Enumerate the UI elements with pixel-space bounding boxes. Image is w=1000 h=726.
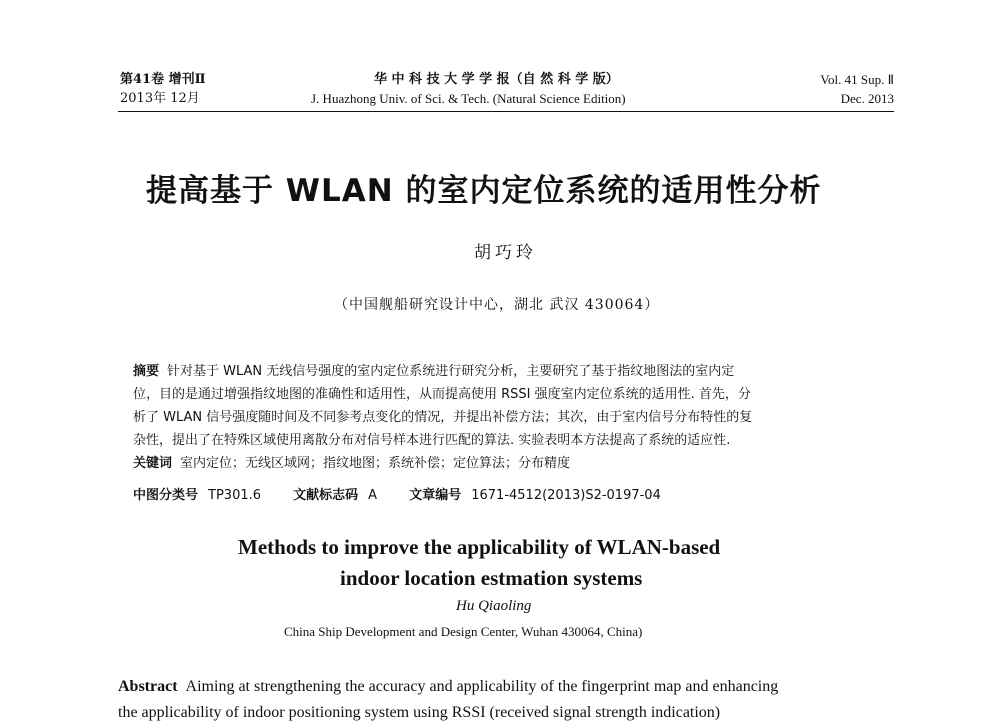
volume-issue-cn: 第41卷 增刊Ⅱ (120, 72, 206, 87)
abstract-cn-line-2: 位，目的是通过增强指纹地图的准确性和适用性，从而提高使用 RSSI 强度室内定位系统的适用性. 首先，分 (133, 387, 751, 402)
date-cn: 2013年 12月 (120, 91, 200, 106)
clc-value: TP301.6 (208, 488, 262, 503)
abstract-cn-line-1: 摘要 针对基于 WLAN 无线信号强度的室内定位系统进行研究分析，主要研究了基于指纹地图法的室内定 (133, 364, 735, 379)
author-cn: 胡巧玲 (474, 243, 537, 263)
header-rule (118, 111, 894, 112)
paper-title-en-line-2: indoor location estmation systems (340, 566, 643, 590)
doc-code-value: A (368, 488, 378, 503)
abstract-cn-line-4: 杂性，提出了在特殊区域使用离散分布对信号样本进行匹配的算法. 实验表明本方法提高了系统的适应性. (133, 433, 731, 448)
doc-code-label: 文献标志码 (293, 488, 359, 503)
journal-title-en: J. Huazhong Univ. of Sci. & Tech. (Natural Science Edition) (311, 91, 626, 106)
keywords-cn-label: 关键词 (133, 456, 173, 471)
paper-title-en-line-1: Methods to improve the applicability of WLAN-based (238, 535, 721, 559)
affiliation-cn: （中国舰船研究设计中心，湖北 武汉 430064） (334, 297, 660, 313)
abstract-cn-label: 摘要 (133, 364, 160, 379)
abstract-cn-line-3: 析了 WLAN 信号强度随时间及不同参考点变化的情况，并提出补偿方法；其次，由于室内信号分布特性的复 (133, 410, 753, 425)
article-number-label: 文章编号 (409, 488, 462, 503)
affiliation-en: China Ship Development and Design Center, Wuhan 430064, China) (284, 624, 643, 639)
paper-title-cn: 提高基于 WLAN 的室内定位系统的适用性分析 (146, 173, 822, 209)
article-number-value: 1671-4512(2013)S2-0197-04 (471, 488, 661, 503)
abstract-en-line-2: the applicability of indoor positioning system using RSSI (received signal strength indication) (118, 704, 721, 721)
author-en: Hu Qiaoling (456, 598, 532, 614)
volume-issue-en: Vol. 41 Sup. Ⅱ (820, 72, 894, 87)
classification-line (133, 484, 661, 503)
journal-title-cn: 华 中 科 技 大 学 学 报（自 然 科 学 版） (374, 72, 619, 87)
date-en: Dec. 2013 (840, 91, 894, 106)
abstract-en-line-1: Abstract Aiming at strengthening the accuracy and applicability of the fingerprint map and enhancing (118, 678, 779, 695)
abstract-cn (133, 360, 893, 475)
keywords-cn-text: 室内定位；无线区域网；指纹地图；系统补偿；定位算法；分布精度 (180, 456, 571, 471)
keywords-cn (133, 452, 893, 475)
clc-label: 中图分类号 (133, 488, 199, 503)
abstract-en-label: Abstract (118, 678, 178, 695)
abstract-en (118, 674, 894, 726)
